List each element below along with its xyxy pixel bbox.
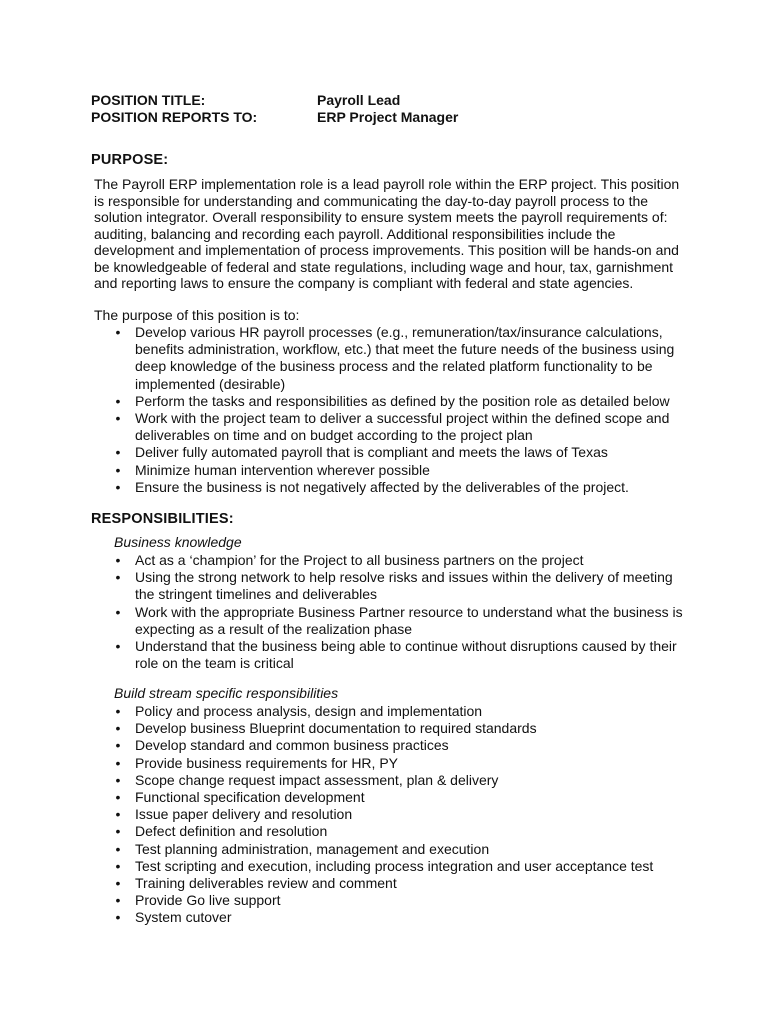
bullet-text-line: Perform the tasks and responsibilities as defined by the position role as detailed below — [135, 392, 670, 409]
bullet-icon: • — [115, 461, 121, 478]
bullet-item — [94, 909, 694, 926]
bullet-text-line: Deliver fully automated payroll that is compliant and meets the laws of Texas — [135, 444, 608, 461]
bullet-text-line: Policy and process analysis, design and implementation — [135, 703, 483, 719]
bullet-item — [94, 720, 694, 737]
bullet-icon: • — [115, 603, 121, 620]
build-stream-bullet-list — [94, 703, 694, 927]
bullet-text-line: Provide business requirements for HR, PY — [135, 754, 398, 771]
bullet-text-line: Defect definition and resolution — [135, 823, 328, 840]
bullet-icon: • — [115, 410, 121, 427]
bullet-text-line: Understand that the business being able to continue without disruptions caused by their — [135, 638, 677, 655]
purpose-line: auditing, balancing and recording each payroll. Additional responsibilities include the — [94, 225, 616, 242]
bullet-text-line: Develop business Blueprint documentation to required standards — [135, 720, 537, 737]
bullet-item — [94, 462, 694, 479]
bullet-item — [94, 841, 694, 858]
purpose-heading: PURPOSE: — [91, 152, 169, 168]
bullet-icon: • — [115, 552, 121, 568]
purpose-line: be knowledgeable of federal and state regulations, including wage and hour, tax, garnishment — [94, 258, 674, 275]
bullet-icon: • — [115, 638, 121, 655]
bullet-text-line: Functional specification development — [135, 789, 365, 806]
bullet-text-line: Training deliverables review and comment — [135, 875, 397, 892]
bullet-text-line: deliverables on time and on budget according to the project plan — [135, 427, 533, 444]
bullet-text-line: Ensure the business is not negatively affected by the deliverables of the project. — [135, 478, 629, 495]
build-stream-subheading: Build stream specific responsibilities — [114, 685, 339, 701]
bullet-icon: • — [115, 569, 121, 586]
bullet-icon: • — [115, 806, 121, 823]
bullet-text-line: Minimize human intervention wherever possible — [135, 461, 430, 478]
purpose-bullet-list — [94, 324, 694, 496]
bullet-item — [94, 858, 694, 875]
bullet-text-line: the stringent timelines and deliverables — [135, 586, 378, 603]
position-title-row — [91, 92, 711, 109]
bullet-text-line: Provide Go live support — [135, 892, 281, 909]
bullet-icon: • — [115, 478, 121, 495]
bullet-text-line: Using the strong network to help resolve risks and issues within the delivery of meeting — [135, 569, 673, 586]
bullet-icon: • — [115, 823, 121, 840]
position-title-value: Payroll Lead — [317, 92, 401, 108]
business-knowledge-subheading: Business knowledge — [114, 534, 242, 550]
purpose-line: The Payroll ERP implementation role is a lead payroll role within the ERP project. This position — [94, 176, 680, 192]
bullet-icon: • — [115, 754, 121, 771]
position-reports-value: ERP Project Manager — [317, 109, 459, 125]
bullet-text-line: deep knowledge of the business process and the related platform functionality to be — [135, 358, 653, 375]
bullet-item — [94, 737, 694, 754]
bullet-icon: • — [115, 392, 121, 409]
purpose-line: and reporting laws to ensure the company is compliant with federal and state agencies. — [94, 275, 634, 291]
bullet-icon: • — [115, 875, 121, 892]
bullet-item — [94, 552, 694, 569]
purpose-intro: The purpose of this position is to: — [94, 307, 300, 323]
bullet-item — [94, 604, 694, 638]
bullet-icon: • — [115, 840, 121, 857]
bullet-text-line: benefits administration, workflow, etc.) that meet the future needs of the business using — [135, 341, 675, 358]
purpose-line: development and implementation of process improvements. This position will be hands-on and — [94, 242, 679, 258]
bullet-icon: • — [115, 444, 121, 461]
bullet-item — [94, 806, 694, 823]
bullet-text-line: Issue paper delivery and resolution — [135, 806, 353, 823]
bullet-text-line: Scope change request impact assessment, plan & delivery — [135, 771, 499, 788]
bullet-item — [94, 638, 694, 672]
position-reports-row — [91, 109, 711, 126]
bullet-text-line: Work with the appropriate Business Partner resource to understand what the business is — [135, 603, 683, 620]
bullet-item — [94, 823, 694, 840]
bullet-text-line: role on the team is critical — [135, 655, 294, 672]
bullet-text-line: implemented (desirable) — [135, 375, 286, 392]
bullet-icon: • — [115, 909, 121, 926]
bullet-text-line: Develop various HR payroll processes (e.g., remuneration/tax/insurance calculations, — [135, 324, 663, 340]
bullet-item — [94, 875, 694, 892]
bullet-icon: • — [115, 703, 121, 719]
bullet-icon: • — [115, 771, 121, 788]
bullet-icon: • — [115, 857, 121, 874]
position-header — [91, 92, 711, 126]
bullet-icon: • — [115, 892, 121, 909]
position-reports-label: POSITION REPORTS TO: — [91, 109, 258, 125]
bullet-item — [94, 569, 694, 603]
bullet-text-line: Work with the project team to deliver a successful project within the defined scope and — [135, 410, 670, 427]
business-knowledge-bullet-list — [94, 552, 694, 672]
purpose-line: is responsible for understanding and communicating the day-to-day payroll process to the — [94, 192, 649, 209]
bullet-icon: • — [115, 720, 121, 737]
position-title-label: POSITION TITLE: — [91, 92, 206, 108]
bullet-text-line: Develop standard and common business practices — [135, 737, 449, 754]
purpose-line: solution integrator. Overall responsibility to ensure system meets the payroll requirements of: — [94, 209, 668, 225]
bullet-item — [94, 410, 694, 444]
bullet-text-line: expecting as a result of the realization phase — [135, 620, 413, 637]
bullet-item — [94, 479, 694, 496]
bullet-item — [94, 324, 694, 393]
bullet-icon: • — [115, 324, 121, 340]
bullet-icon: • — [115, 789, 121, 806]
bullet-text-line: Test planning administration, management and execution — [135, 840, 490, 857]
purpose-paragraph — [94, 176, 694, 292]
responsibilities-heading: RESPONSIBILITIES: — [91, 511, 234, 527]
bullet-item — [94, 892, 694, 909]
bullet-item — [94, 755, 694, 772]
bullet-text-line: Test scripting and execution, including process integration and user acceptance test — [135, 857, 654, 874]
bullet-icon: • — [115, 737, 121, 754]
bullet-text-line: System cutover — [135, 909, 232, 926]
bullet-item — [94, 789, 694, 806]
bullet-item — [94, 772, 694, 789]
bullet-item — [94, 393, 694, 410]
bullet-text-line: Act as a ‘champion’ for the Project to all business partners on the project — [135, 552, 584, 568]
bullet-item — [94, 703, 694, 720]
bullet-item — [94, 444, 694, 461]
